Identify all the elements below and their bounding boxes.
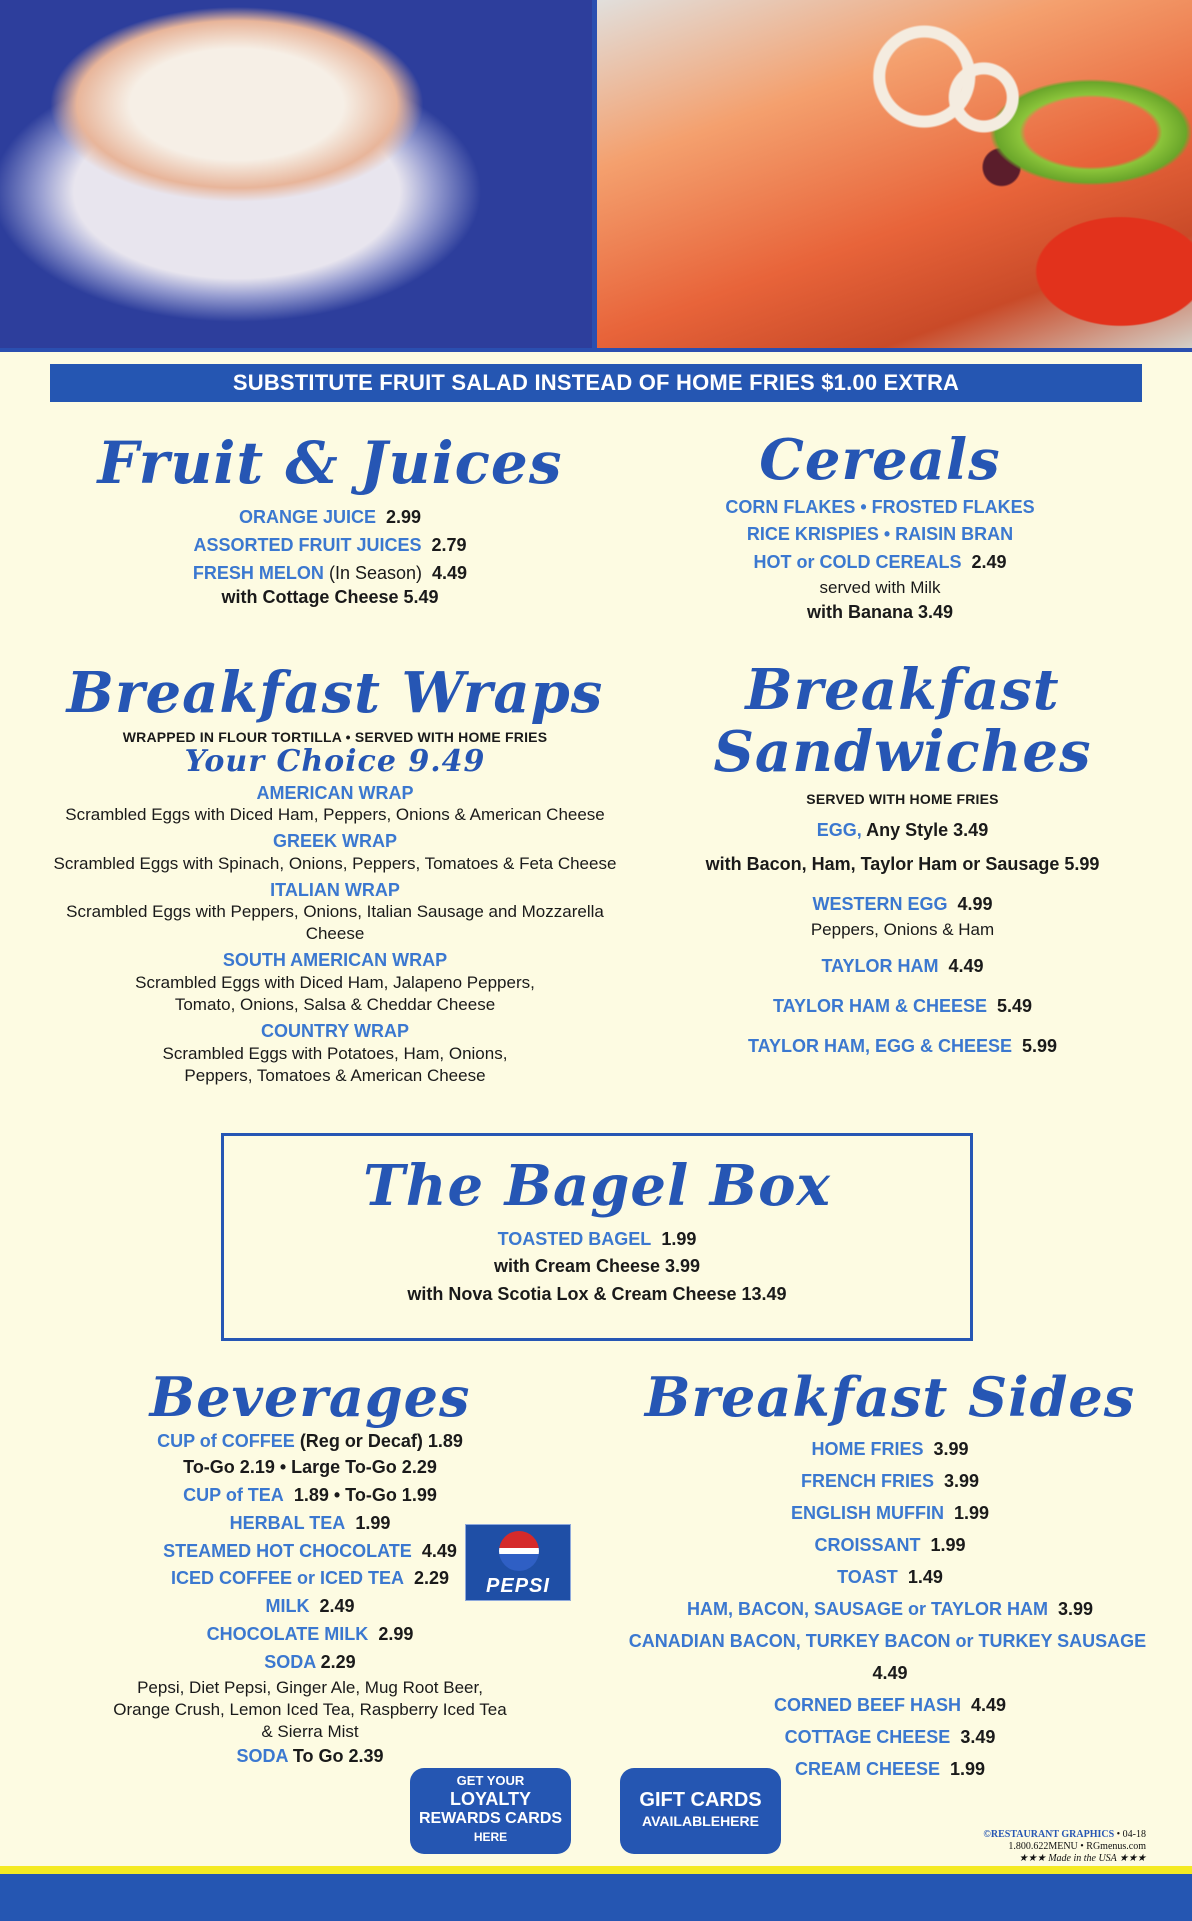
menu-item xyxy=(110,1482,510,1510)
item-price: 1.99 xyxy=(355,1512,391,1533)
menu-item xyxy=(110,1621,510,1649)
item-price: 5.49 xyxy=(997,995,1033,1016)
credit-code: • 04-18 xyxy=(1116,1829,1146,1840)
cream-cheese-option: with Cream Cheese 3.99 xyxy=(493,1256,701,1277)
egg-with-meat: with Bacon, Ham, Taylor Ham or Sausage 5.99 xyxy=(705,854,1100,875)
menu-item xyxy=(620,1529,1160,1561)
item-name: HOT or COLD CEREALS xyxy=(753,552,962,573)
sides-title: Breakfast Sides xyxy=(644,1365,1136,1429)
credit-phone: 1.800.622MENU • RGmenus.com xyxy=(1008,1841,1146,1852)
item-name: CROISSANT xyxy=(814,1535,921,1556)
beverages-section xyxy=(110,1365,510,1771)
gift-cards-badge xyxy=(620,1768,781,1854)
wrap-item xyxy=(40,830,630,875)
loyalty-cards-badge xyxy=(410,1768,571,1854)
item-price: 4.49 xyxy=(948,955,984,976)
cereals-title: Cereals xyxy=(759,427,1001,493)
item-price: 3.99 xyxy=(943,1471,980,1492)
item-detail: Any Style 3.49 xyxy=(866,820,989,841)
wrap-item xyxy=(40,949,630,1016)
loyalty-line-1: GET YOUR xyxy=(456,1773,525,1788)
item-name: ICED COFFEE or ICED TEA xyxy=(170,1568,404,1589)
wrap-desc: Scrambled Eggs with Diced Ham, Jalapeno Peppers, xyxy=(135,972,535,992)
menu-item xyxy=(620,1721,1160,1753)
fruit-juices-title: Fruit & Juices xyxy=(97,429,563,497)
item-price: 4.49 xyxy=(432,562,468,583)
cappuccino-photo xyxy=(0,0,592,348)
item-price: 2.29 xyxy=(413,1568,450,1589)
menu-item xyxy=(110,1510,510,1538)
item-name: HOME FRIES xyxy=(811,1439,924,1460)
menu-item xyxy=(40,560,620,588)
item-name: CHOCOLATE MILK xyxy=(206,1624,369,1645)
item-name: CUP of TEA xyxy=(183,1484,284,1505)
menu-item xyxy=(620,549,1140,577)
sandwiches-subtitle: SERVED WITH HOME FRIES xyxy=(806,791,999,808)
item-price: 2.49 xyxy=(319,1596,355,1617)
item-price: 3.99 xyxy=(1057,1599,1094,1620)
item-price: 2.99 xyxy=(386,506,422,527)
soda-flavors-2: Orange Crush, Lemon Iced Tea, Raspberry Iced Tea xyxy=(113,1700,507,1720)
menu-item xyxy=(620,1593,1160,1625)
wrap-desc: Scrambled Eggs with Diced Ham, Peppers, Onions & American Cheese xyxy=(65,805,605,825)
item-name: SODA xyxy=(236,1746,288,1767)
item-name: WESTERN EGG xyxy=(812,893,948,914)
menu-item xyxy=(620,1561,1160,1593)
item-price: 1.99 xyxy=(953,1503,990,1524)
item-name: TAYLOR HAM xyxy=(821,955,939,976)
item-detail: (Reg or Decaf) 1.89 xyxy=(299,1431,463,1452)
western-desc: Peppers, Onions & Ham xyxy=(810,919,995,939)
wrap-name: GREEK WRAP xyxy=(272,831,397,852)
item-name: TOASTED BAGEL xyxy=(497,1228,652,1249)
gift-line-1: GIFT CARDS xyxy=(639,1789,762,1811)
sides-list xyxy=(620,1433,1160,1785)
menu-item xyxy=(110,1429,510,1454)
cereals-section xyxy=(620,427,1140,627)
fruit-salad-banner: SUBSTITUTE FRUIT SALAD INSTEAD OF HOME FRIES $1.00 EXTRA xyxy=(50,364,1142,402)
photo-bottom-border xyxy=(0,348,1192,352)
item-price: 3.49 xyxy=(960,1727,996,1748)
pepsi-wordmark: PEPSI xyxy=(486,1575,550,1597)
soda-flavors-3: & Sierra Mist xyxy=(261,1722,359,1742)
menu-item xyxy=(620,1689,1160,1721)
menu-item xyxy=(650,891,1155,919)
item-name: ENGLISH MUFFIN xyxy=(790,1503,944,1524)
item-name: CORNED BEEF HASH xyxy=(773,1695,961,1716)
coffee-to-go: To-Go 2.19 • Large To-Go 2.29 xyxy=(183,1456,437,1477)
lox-option: with Nova Scotia Lox & Cream Cheese 13.49 xyxy=(407,1284,787,1305)
gift-line-2: AVAILABLEHERE xyxy=(642,1813,759,1829)
wrap-desc: Scrambled Eggs with Peppers, Onions, Italian Sausage and Mozzarella Cheese xyxy=(66,902,604,944)
pepsi-globe-icon xyxy=(499,1531,539,1571)
sandwiches-title-2: Sandwiches xyxy=(713,718,1092,785)
loyalty-line-2: LOYALTY xyxy=(449,1789,531,1809)
lox-bagel-photo xyxy=(597,0,1192,348)
credit-brand: ©RESTAURANT GRAPHICS xyxy=(983,1829,1115,1840)
item-name: HAM, BACON, SAUSAGE or TAYLOR HAM xyxy=(686,1599,1048,1620)
footer-blue-bar xyxy=(0,1874,1192,1921)
menu-item xyxy=(110,1565,510,1593)
menu-item xyxy=(650,1033,1155,1061)
item-price: 1.99 xyxy=(950,1759,986,1780)
item-name: SODA xyxy=(264,1652,316,1673)
menu-item xyxy=(620,1497,1160,1529)
banana-option: with Banana 3.49 xyxy=(806,602,954,623)
item-name: COTTAGE CHEESE xyxy=(784,1727,951,1748)
item-price: 1.49 xyxy=(907,1567,943,1588)
menu-item xyxy=(40,532,620,560)
item-price: 2.49 xyxy=(971,552,1007,573)
item-price: 3.99 xyxy=(933,1439,969,1460)
pepsi-logo xyxy=(465,1524,571,1601)
fruit-juices-section xyxy=(40,429,620,609)
loyalty-line-4: HERE xyxy=(473,1830,508,1844)
credit-usa: ★★★ Made in the USA ★★★ xyxy=(1018,1853,1146,1864)
item-price: 1.99 xyxy=(930,1535,966,1556)
item-name: ASSORTED FRUIT JUICES xyxy=(193,534,422,555)
beverages-title: Beverages xyxy=(149,1365,471,1429)
breakfast-wraps-section xyxy=(40,660,630,1087)
printer-credit xyxy=(950,1829,1146,1865)
breakfast-sides-section xyxy=(620,1365,1160,1785)
bagel-box-title: The Bagel Box xyxy=(363,1153,831,1219)
menu-item xyxy=(650,993,1155,1021)
item-price: 4.49 xyxy=(872,1663,908,1684)
menu-item xyxy=(224,1226,970,1254)
item-name: STEAMED HOT CHOCOLATE xyxy=(163,1540,412,1561)
wraps-title: Breakfast Wraps xyxy=(66,660,604,726)
item-price: 4.49 xyxy=(421,1540,457,1561)
wrap-desc: Scrambled Eggs with Potatoes, Ham, Onions, xyxy=(162,1043,508,1063)
melon-cottage-option: with Cottage Cheese 5.49 xyxy=(221,587,439,608)
cereal-list-1: CORN FLAKES • FROSTED FLAKES xyxy=(725,496,1035,517)
item-price: 4.49 xyxy=(970,1695,1007,1716)
bagel-box-section xyxy=(221,1133,973,1341)
wraps-subtitle: WRAPPED IN FLOUR TORTILLA • SERVED WITH HOME FRIES xyxy=(122,728,548,745)
menu-item xyxy=(650,817,1155,845)
item-name: TOAST xyxy=(837,1567,898,1588)
item-price: 2.79 xyxy=(431,534,467,555)
item-detail: To Go 2.39 xyxy=(292,1746,384,1767)
menu-item xyxy=(620,1465,1160,1497)
served-with-milk: served with Milk xyxy=(819,578,941,598)
wrap-name: AMERICAN WRAP xyxy=(256,782,414,803)
menu-item xyxy=(110,1538,510,1566)
item-price: 2.29 xyxy=(320,1652,356,1673)
item-name: MILK xyxy=(265,1596,310,1617)
soda-flavors-1: Pepsi, Diet Pepsi, Ginger Ale, Mug Root Beer, xyxy=(137,1678,483,1697)
menu-item xyxy=(110,1649,510,1677)
menu-item xyxy=(650,953,1155,981)
menu-item xyxy=(110,1743,510,1771)
item-price: 4.99 xyxy=(957,893,993,914)
breakfast-sandwiches-section xyxy=(650,657,1155,1061)
wrap-name: ITALIAN WRAP xyxy=(270,879,400,900)
item-detail: 1.89 • To-Go 1.99 xyxy=(293,1484,437,1505)
item-name: CUP of COFFEE xyxy=(157,1431,295,1452)
item-name: HERBAL TEA xyxy=(229,1512,346,1533)
item-name: TAYLOR HAM & CHEESE xyxy=(772,995,987,1016)
item-name: CANADIAN BACON, TURKEY BACON or TURKEY SAUSAGE xyxy=(628,1631,1147,1652)
menu-item xyxy=(620,1625,1160,1689)
item-price: 1.99 xyxy=(661,1228,697,1249)
wrap-desc: Scrambled Eggs with Spinach, Onions, Peppers, Tomatoes & Feta Cheese xyxy=(53,853,617,873)
sandwiches-title-1: Breakfast xyxy=(745,657,1060,723)
item-name: EGG, xyxy=(816,820,862,841)
item-name: TAYLOR HAM, EGG & CHEESE xyxy=(747,1035,1012,1056)
loyalty-line-3: REWARDS CARDS xyxy=(418,1810,563,1827)
item-name: ORANGE JUICE xyxy=(238,506,376,527)
wrap-desc-2: Peppers, Tomatoes & American Cheese xyxy=(184,1065,486,1085)
wrap-item xyxy=(40,879,630,946)
wraps-choice-price: Your Choice 9.49 xyxy=(184,743,486,779)
item-price: 5.99 xyxy=(1022,1035,1058,1056)
wrap-name: COUNTRY WRAP xyxy=(261,1021,409,1042)
wrap-item xyxy=(40,782,630,827)
item-name: CREAM CHEESE xyxy=(794,1759,940,1780)
menu-item xyxy=(40,504,620,532)
wrap-desc-2: Tomato, Onions, Salsa & Cheddar Cheese xyxy=(174,995,496,1015)
cereal-list-2: RICE KRISPIES • RAISIN BRAN xyxy=(746,524,1014,545)
item-name: FRESH MELON xyxy=(192,562,324,583)
wrap-name: SOUTH AMERICAN WRAP xyxy=(222,950,448,971)
item-extra: (In Season) xyxy=(328,562,423,583)
menu-item xyxy=(110,1593,510,1621)
wrap-item xyxy=(40,1020,630,1087)
item-price: 2.99 xyxy=(378,1624,414,1645)
item-name: FRENCH FRIES xyxy=(800,1471,934,1492)
footer-yellow-stripe xyxy=(0,1866,1192,1874)
menu-item xyxy=(620,1433,1160,1465)
